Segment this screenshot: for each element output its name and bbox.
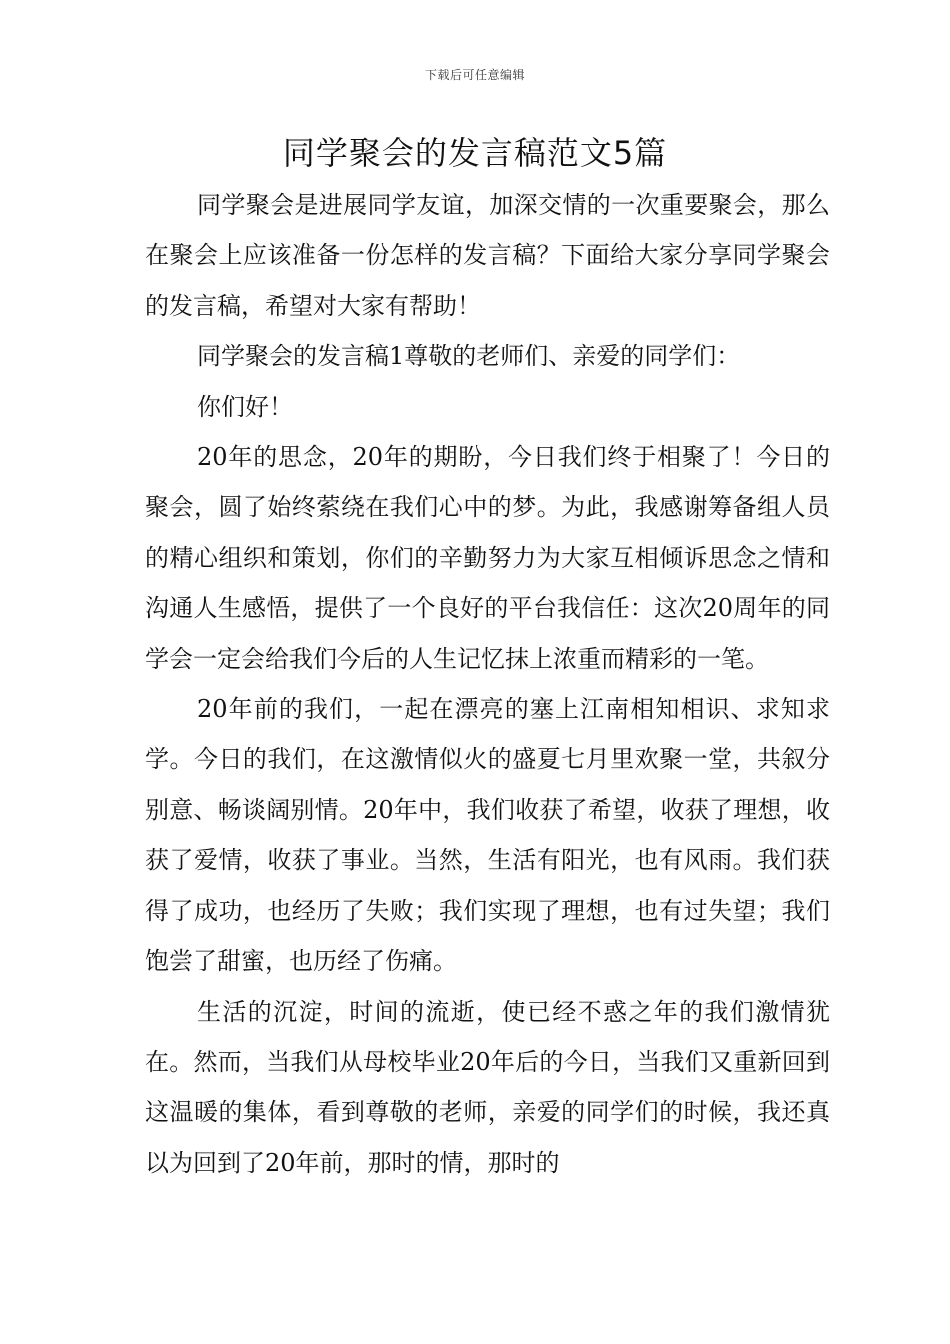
paragraph-intro: 同学聚会是进展同学友谊，加深交情的一次重要聚会，那么在聚会上应该准备一份怎样的发言稿？下面给大家分享同学聚会的发言稿，希望对大家有帮助！ — [145, 191, 830, 320]
header-note: 下载后可任意编辑 — [424, 68, 525, 82]
paragraph-memories: 20年前的我们，一起在漂亮的塞上江南相知相识、求知求学。今日的我们，在这激情似火的盛夏七月里欢聚一堂，共叙分别意、畅谈阔别情。20年中，我们收获了希望，收获了理想，收获了爱情，收获了事业。当然，生活有阳光，也有风雨。我们获得了成功，也经历了失败；我们实现了理想，也有过失望；我们饱尝了甜蜜，也历经了伤痛。 — [145, 695, 830, 976]
paragraph-reunion: 20年的思念，20年的期盼，今日我们终于相聚了！今日的聚会，圆了始终萦绕在我们心中的梦。为此，我感谢筹备组人员的精心组织和策划，你们的辛勤努力为大家互相倾诉思念之情和沟通人生感悟，提供了一个良好的平台我信任：这次20周年的同学会一定会给我们今后的人生记忆抹上浓重而精彩的一笔。 — [145, 443, 830, 673]
document-title: 同学聚会的发言稿范文5篇 — [282, 134, 668, 172]
paragraph-greeting: 你们好！ — [197, 392, 293, 421]
document-body — [145, 180, 830, 1188]
paragraph-reflection: 生活的沉淀，时间的流逝，使已经不惑之年的我们激情犹在。然而，当我们从母校毕业20年后的今日，当我们又重新回到这温暖的集体，看到尊敬的老师，亲爱的同学们的时候，我还真以为回到了20年前，那时的情，那时的 — [145, 997, 830, 1177]
paragraph-speech-heading: 同学聚会的发言稿1尊敬的老师们、亲爱的同学们： — [197, 342, 741, 371]
